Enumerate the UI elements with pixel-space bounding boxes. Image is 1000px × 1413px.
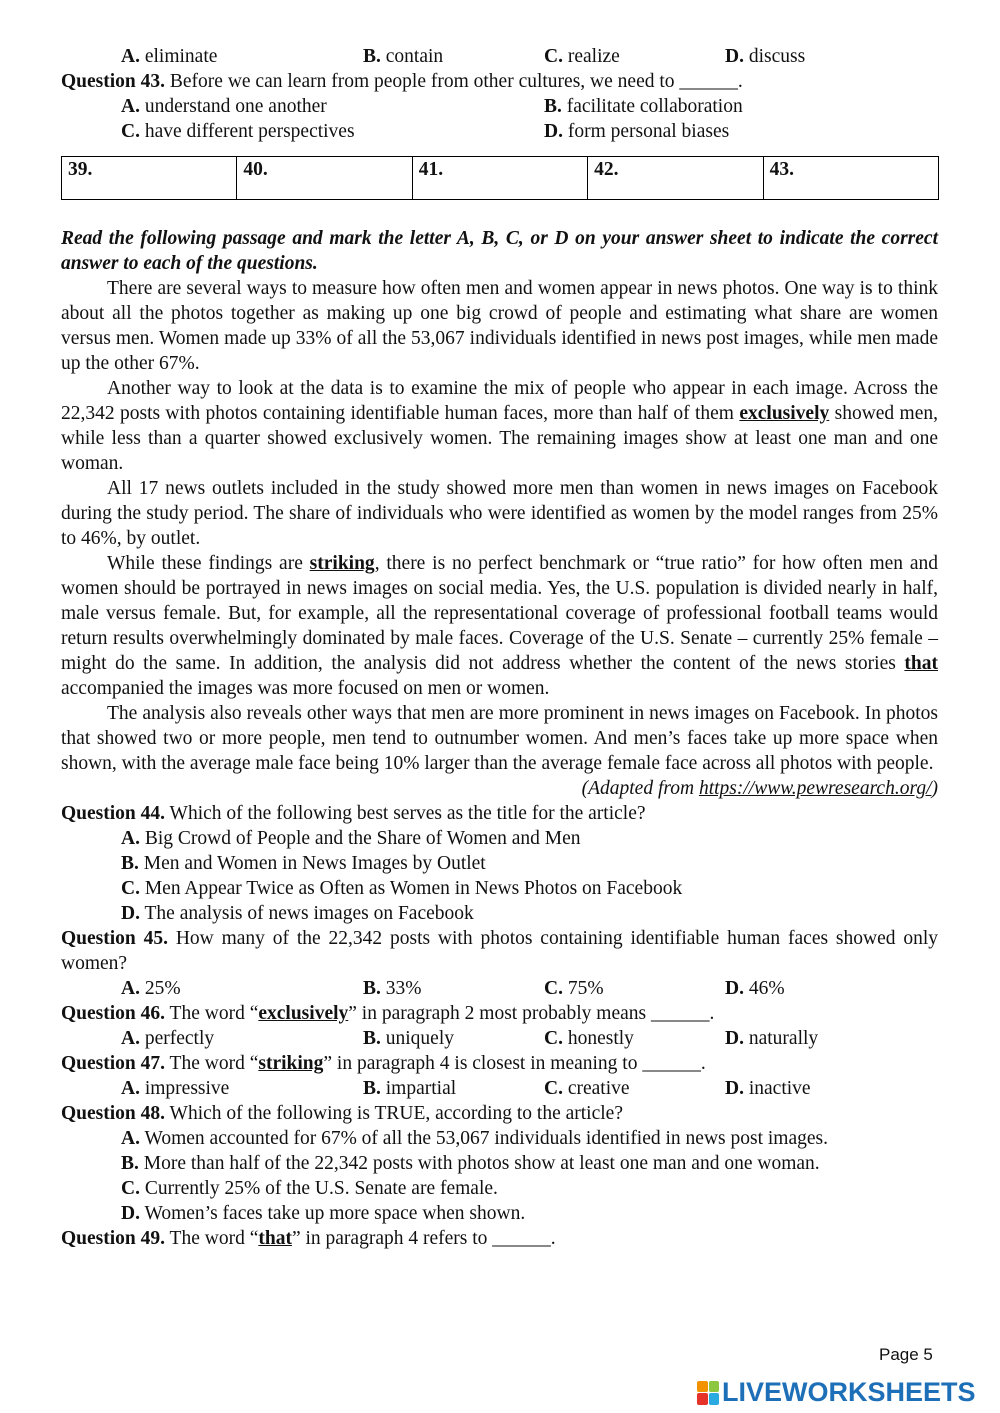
q47-option-d[interactable]: D. inactive <box>725 1078 811 1099</box>
q43-stem: Question 43. Before we can learn from people from other cultures, we need to ______. <box>61 71 743 92</box>
q48-option-d[interactable]: D. Women’s faces take up more space when shown. <box>121 1203 526 1224</box>
logo-square-orange <box>697 1381 708 1393</box>
passage-paragraph-2: Another way to look at the data is to examine the mix of people who appear in each image. Across the 22,342 posts with photos containing identifiable human faces, more than half of them exclusively showed men, while less than a quarter showed exclusively women. The remaining images show at least one man and one woman. <box>61 378 938 474</box>
q46-stem: Question 46. The word “exclusively” in paragraph 2 most probably means ______. <box>61 1003 715 1024</box>
q43-option-c[interactable]: C. have different perspectives <box>121 121 355 142</box>
q43-options-row1 <box>61 94 938 119</box>
logo-square-green <box>709 1381 720 1393</box>
highlight-striking: striking <box>309 553 375 574</box>
passage-paragraph-1: There are several ways to measure how often men and women appear in news photos. One way is to think about all the photos together as making up one big crowd of people and estimating what share are women versus men. Women made up 33% of all the 53,067 individuals identified in news post images, while men made up the other 67%. <box>61 278 938 374</box>
answer-cell-41[interactable]: 41. <box>412 157 587 200</box>
q48-option-a[interactable]: A. Women accounted for 67% of all the 53,067 individuals identified in news post images. <box>121 1128 828 1149</box>
source-link[interactable]: https://www.pewresearch.org/ <box>698 778 932 799</box>
q48-stem: Question 48. Which of the following is TRUE, according to the article? <box>61 1103 623 1124</box>
q43-option-d[interactable]: D. form personal biases <box>544 121 730 142</box>
q44-stem: Question 44. Which of the following best serves as the title for the article? <box>61 803 646 824</box>
q45-option-b[interactable]: B. 33% <box>363 978 422 999</box>
q42-option-b[interactable]: B. contain <box>363 46 444 67</box>
q44-option-b[interactable]: B. Men and Women in News Images by Outlet <box>121 853 486 874</box>
q47-options <box>61 1076 938 1101</box>
q43-option-b[interactable]: B. facilitate collaboration <box>544 96 743 117</box>
liveworksheets-logo-text: LIVEWORKSHEETS <box>722 1377 976 1407</box>
logo-square-cyan <box>709 1393 720 1405</box>
q47-stem: Question 47. The word “striking” in paragraph 4 is closest in meaning to ______. <box>61 1053 706 1074</box>
q46-option-a[interactable]: A. perfectly <box>121 1028 215 1049</box>
logo-square-red <box>697 1393 708 1405</box>
worksheet-page <box>61 44 938 1251</box>
q44-option-c[interactable]: C. Men Appear Twice as Often as Women in News Photos on Facebook <box>121 878 683 899</box>
q42-option-c[interactable]: C. realize <box>544 46 620 67</box>
answer-table <box>61 156 939 200</box>
q46-options <box>61 1026 938 1051</box>
q47-option-b[interactable]: B. impartial <box>363 1078 457 1099</box>
q42-option-d[interactable]: D. discuss <box>725 46 806 67</box>
passage-source: (Adapted from https://www.pewresearch.org/) <box>581 778 938 799</box>
answer-table-row <box>62 157 939 200</box>
answer-cell-40[interactable]: 40. <box>237 157 412 200</box>
q42-option-a[interactable]: A. eliminate <box>121 46 218 67</box>
passage-paragraph-3: All 17 news outlets included in the study showed more men than women in news images on Facebook during the study period. The share of individuals who were identified as women by the model ranges from 25% to 46%, by outlet. <box>61 478 938 549</box>
q42-options <box>61 44 938 69</box>
passage-paragraph-5: The analysis also reveals other ways that men are more prominent in news images on Facebook. In photos that showed two or more people, men tend to outnumber women. And men’s faces take up more space when shown, with the average male face being 10% larger than the average female face across all photos with people. <box>61 703 938 774</box>
highlight-exclusively: exclusively <box>739 403 830 424</box>
q49-stem: Question 49. The word “that” in paragraph 4 refers to ______. <box>61 1228 556 1249</box>
answer-cell-42[interactable]: 42. <box>588 157 763 200</box>
q45-option-a[interactable]: A. 25% <box>121 978 181 999</box>
passage-paragraph-4: While these findings are striking, there is no perfect benchmark or “true ratio” for how often men and women should be portrayed in news images on social media. Yes, the U.S. population is divided nearly in half, male versus female. But, for example, all the representational coverage of professional football teams would return results overwhelmingly dominated by male faces. Coverage of the U.S. Senate – currently 25% female – might do the same. In addition, the analysis did not address whether the content of the news stories that accompanied the images was more focused on men or women. <box>61 553 938 699</box>
q46-option-b[interactable]: B. uniquely <box>363 1028 455 1049</box>
q45-stem: Question 45. How many of the 22,342 posts with photos containing identifiable human faces showed only women? <box>61 928 938 974</box>
reading-passage <box>61 276 938 801</box>
q48-option-b[interactable]: B. More than half of the 22,342 posts with photos show at least one man and one woman. <box>121 1153 820 1174</box>
liveworksheets-logo[interactable] <box>697 1377 976 1408</box>
highlight-that: that <box>904 653 938 674</box>
q46-option-d[interactable]: D. naturally <box>725 1028 819 1049</box>
liveworksheets-logo-icon <box>697 1381 719 1405</box>
q43-options-row2 <box>61 119 938 144</box>
answer-cell-39[interactable]: 39. <box>62 157 237 200</box>
q45-option-c[interactable]: C. 75% <box>544 978 604 999</box>
q47-option-c[interactable]: C. creative <box>544 1078 630 1099</box>
answer-cell-43[interactable]: 43. <box>763 157 938 200</box>
q47-option-a[interactable]: A. impressive <box>121 1078 230 1099</box>
q44-option-d[interactable]: D. The analysis of news images on Facebook <box>121 903 474 924</box>
q45-options <box>61 976 938 1001</box>
q43-option-a[interactable]: A. understand one another <box>121 96 327 117</box>
q48-option-c[interactable]: C. Currently 25% of the U.S. Senate are female. <box>121 1178 498 1199</box>
q44-option-a[interactable]: A. Big Crowd of People and the Share of Women and Men <box>121 828 581 849</box>
page-number: Page 5 <box>879 1345 933 1364</box>
q45-option-d[interactable]: D. 46% <box>725 978 785 999</box>
q46-option-c[interactable]: C. honestly <box>544 1028 634 1049</box>
reading-instruction: Read the following passage and mark the letter A, B, C, or D on your answer sheet to indicate the correct answer to each of the questions. <box>61 228 938 274</box>
